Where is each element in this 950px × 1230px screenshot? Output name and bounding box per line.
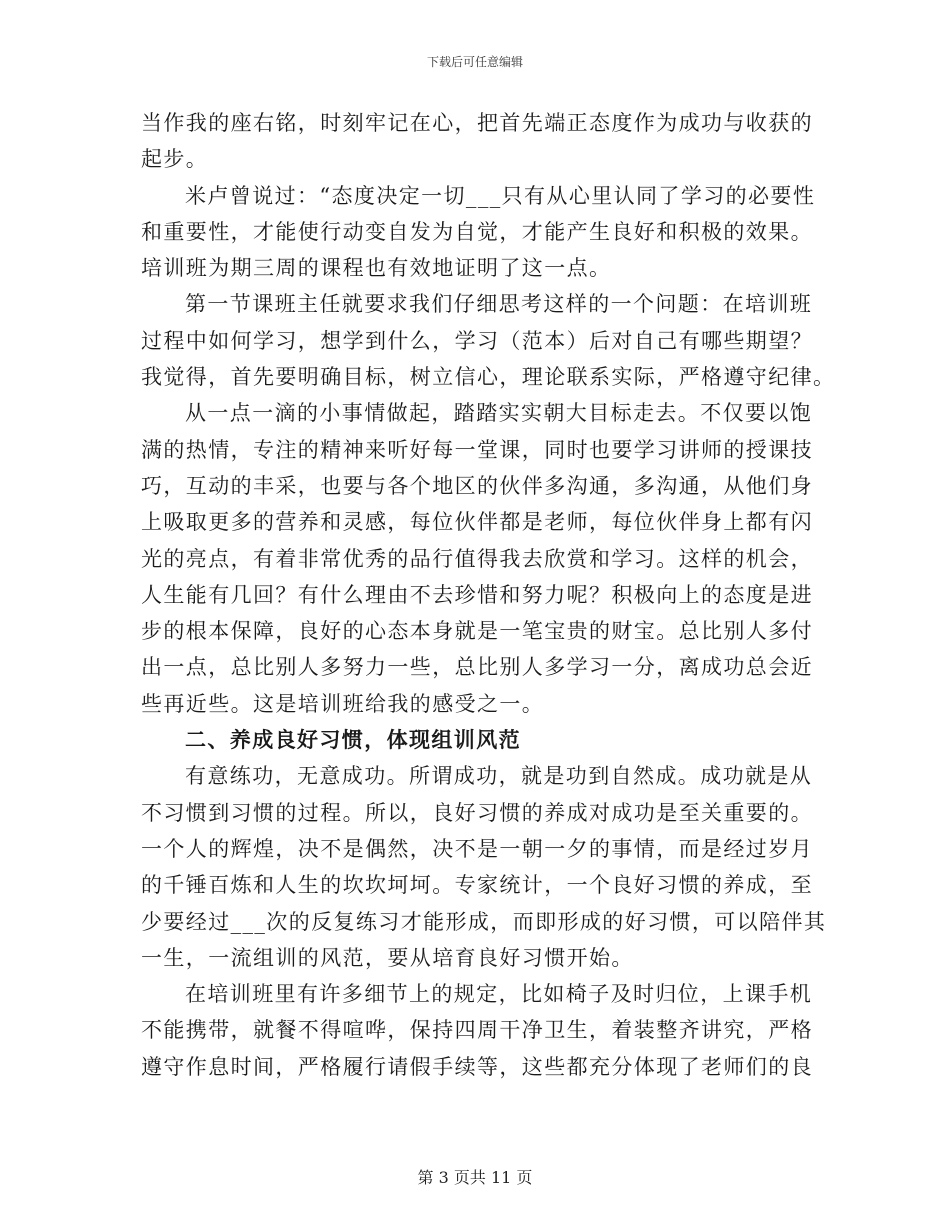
text-line: 人生能有几回？有什么理由不去珍惜和努力呢？积极向上的态度是进 [141,582,813,607]
text-line: 我觉得，首先要明确目标，树立信心，理论联系实际，严格遵守纪律。 [141,365,836,390]
text-line: 米卢曾说过：“态度决定一切___只有从心里认同了学习的必要性 [185,183,816,208]
text-line: 遵守作息时间，严格履行请假手续等，这些都充分体现了老师们的良 [141,1054,813,1079]
text-line: 的千锤百炼和人生的坎坎坷坷。专家统计，一个良好习惯的养成，至 [141,873,813,898]
section-heading: 二、养成良好习惯，体现组训风范 [185,727,521,753]
text-line: 上吸取更多的营养和灵感，每位伙伴都是老师，每位伙伴身上都有闪 [141,510,813,535]
text-line: 起步。 [141,147,209,172]
text-line: 当作我的座右铭，时刻牢记在心，把首先端正态度作为成功与收获的 [141,111,813,135]
text-line: 和重要性，才能使行动变自发为自觉，才能产生良好和积极的效果。 [141,219,813,244]
text-line: 少要经过___次的反复练习才能形成，而即形成的好习惯，可以陪伴其 [141,909,827,934]
text-line: 在培训班里有许多细节上的规定，比如椅子及时归位，上课手机 [185,982,813,1007]
page-header: 下载后可任意编辑 [426,55,523,69]
text-line: 不能携带，就餐不得喧哗，保持四周干净卫生，着装整齐讲究，严格 [141,1018,813,1043]
document-body [141,105,836,1085]
text-line: 培训班为期三周的课程也有效地证明了这一点。 [141,256,612,281]
text-line: 一生，一流组训的风范，要从培育良好习惯开始。 [141,945,634,970]
text-line: 光的亮点，有着非常优秀的品行值得我去欣赏和学习。这样的机会， [141,546,813,571]
text-line: 一个人的辉煌，决不是偶然，决不是一朝一夕的事情，而是经过岁月 [141,836,813,861]
page-number: 第 3 页共 11 页 [417,1168,533,1187]
text-line: 步的根本保障，良好的心态本身就是一笔宝贵的财宝。总比别人多付 [141,619,813,644]
text-line: 从一点一滴的小事情做起，踏踏实实朝大目标走去。不仅要以饱 [185,401,813,426]
text-line: 些再近些。这是培训班给我的感受之一。 [141,691,545,716]
text-line: 不习惯到习惯的过程。所以，良好习惯的养成对成功是至关重要的。 [141,800,813,825]
text-line: 满的热情，专注的精神来听好每一堂课，同时也要学习讲师的授课技 [141,437,813,462]
text-line: 有意练功，无意成功。所谓成功，就是功到自然成。成功就是从 [185,764,813,789]
text-line: 过程中如何学习，想学到什么，学习（范本）后对自己有哪些期望？ [141,328,813,353]
text-line: 出一点，总比别人多努力一些，总比别人多学习一分，离成功总会近 [141,655,813,680]
text-line: 第一节课班主任就要求我们仔细思考这样的一个问题：在培训班 [185,292,813,317]
text-line: 巧，互动的丰采，也要与各个地区的伙伴多沟通，多沟通，从他们身 [141,473,813,498]
